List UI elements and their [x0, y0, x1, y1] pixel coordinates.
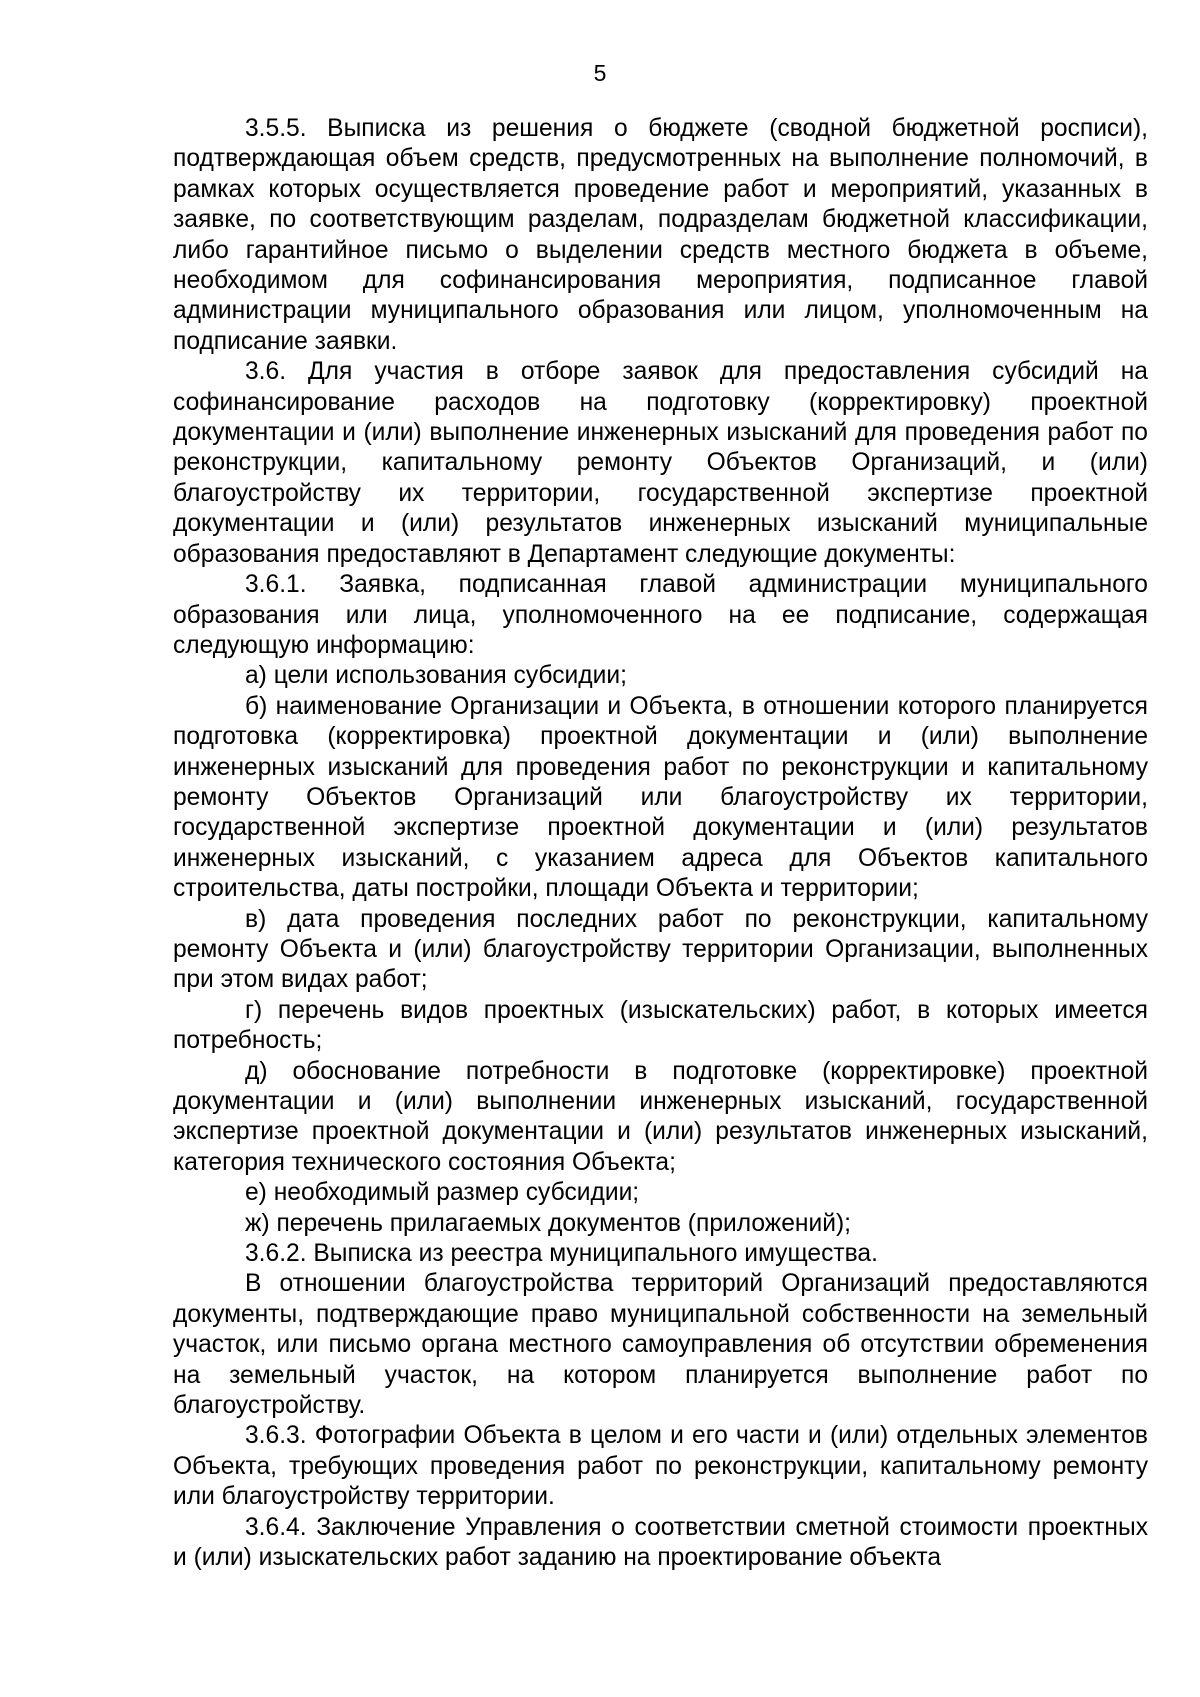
paragraph-3-6-2: 3.6.2. Выписка из реестра муниципального имущества. [245, 1240, 878, 1268]
list-item-b: б) наименование Организации и Объекта, в отношении которого планируется подготовка (корректировка) проектной документации и (или) выполнение инженерных изысканий для проведения работ по реконструкции и капитальному ремонту Объектов Организаций или благоустройству их территории, государственной экспертизе проектной документации и (или) результатов инженерных изысканий, с указанием адреса для Объектов капитального строительства, даты постройки, площади Объекта и территории; [173, 692, 1148, 903]
list-item-v: в) дата проведения последних работ по реконструкции, капитальному ремонту Объекта и (или) благоустройству территории Организации, выполненных при этом видах работ; [173, 905, 1148, 994]
paragraph-3-6-3: 3.6.3. Фотографии Объекта в целом и его части и (или) отдельных элементов Объекта, требующих проведения работ по реконструкции, капитальному ремонту или благоустройству территории. [173, 1422, 1148, 1511]
list-item-g: г) перечень видов проектных (изыскательских) работ, в которых имеется потребность; [173, 996, 1148, 1055]
list-item-d: д) обоснование потребности в подготовке (корректировке) проектной документации и (или) выполнении инженерных изысканий, государственной экспертизе проектной документации и (или) результатов инженерных изысканий, категория технического состояния Объекта; [173, 1057, 1148, 1176]
list-item-zh: ж) перечень прилагаемых документов (приложений); [245, 1209, 851, 1237]
paragraph-3-6: 3.6. Для участия в отборе заявок для предоставления субсидий на софинансирование расходов на подготовку (корректировку) проектной документации и (или) выполнение инженерных изысканий для проведения работ по реконструкции, капитальному ремонту Объектов Организаций, и (или) благоустройству их территории, государственной экспертизе проектной документации и (или) результатов инженерных изысканий муниципальные образования предоставляют в Департамент следующие документы: [173, 358, 1148, 568]
list-item-e: е) необходимый размер субсидии; [245, 1179, 640, 1207]
paragraph-3-5-5: 3.5.5. Выписка из решения о бюджете (сводной бюджетной росписи), подтверждающая объем средств, предусмотренных на выполнение полномочий, в рамках которых осуществляется проведение работ и мероприятий, указанных в заявке, по соответствующим разделам, подразделам бюджетной классификации, либо гарантийное письмо о выделении средств местного бюджета в объеме, необходимом для софинансирования мероприятия, подписанное главой администрации муниципального образования или лицом, уполномоченным на подписание заявки. [173, 115, 1148, 355]
paragraph-3-6-4: 3.6.4. Заключение Управления о соответствии сметной стоимости проектных и (или) изыскательских работ заданию на проектирование объекта [173, 1513, 1148, 1572]
page-number: 5 [593, 60, 607, 86]
list-item-a: а) цели использования субсидии; [245, 662, 627, 690]
paragraph-land-documents: В отношении благоустройства территорий Организаций предоставляются документы, подтверждающие право муниципальной собственности на земельный участок, или письмо органа местного самоуправления об отсутствии обременения на земельный участок, на котором планируется выполнение работ по благоустройству. [173, 1270, 1148, 1420]
document-body [173, 114, 1148, 1574]
paragraph-3-6-1: 3.6.1. Заявка, подписанная главой администрации муниципального образования или лица, уполномоченного на ее подписание, содержащая следующую информацию: [173, 571, 1148, 659]
